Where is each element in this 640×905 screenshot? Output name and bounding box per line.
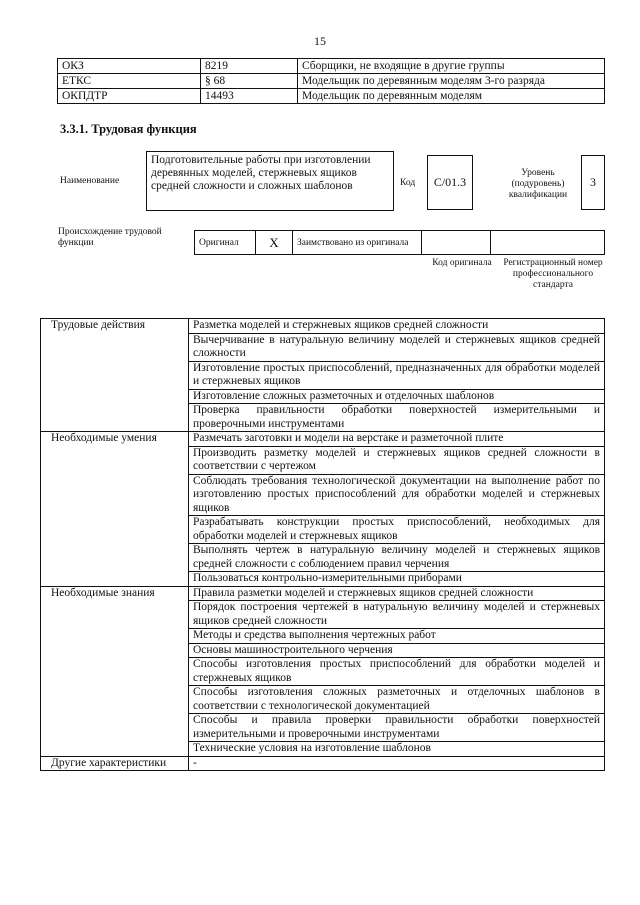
requirement-item: Способы изготовления сложных разметочных и отделочных шаблонов в соответствии с технологической документацией	[189, 686, 605, 714]
registration-number-caption: Регистрационный номер профессионального стандарта	[503, 258, 603, 290]
function-code: C/01.3	[427, 155, 473, 210]
classification-row	[58, 74, 605, 89]
origin-label: Происхождение трудовой функции	[58, 227, 162, 248]
classification-system: ОКПДТР	[58, 89, 201, 104]
requirement-row	[41, 756, 605, 771]
requirement-item: Проверка правильности обработки поверхностей измерительными и проверочными инструментами	[189, 404, 605, 432]
page-number: 15	[314, 34, 326, 48]
requirement-row	[41, 319, 605, 334]
level-label: Уровень (подуровень) квалификации	[508, 168, 568, 200]
requirement-item: Разрабатывать конструкции простых приспособлений, необходимых для обработки моделей и стержневых ящиков	[189, 516, 605, 544]
classification-code: 8219	[201, 59, 298, 74]
classification-table	[57, 58, 605, 104]
section-title: 3.3.1. Трудовая функция	[60, 122, 197, 136]
origin-code-cell	[422, 231, 491, 255]
requirement-item: Технические условия на изготовление шаблонов	[189, 742, 605, 757]
requirement-item: Размечать заготовки и модели на верстаке и разметочной плите	[189, 432, 605, 447]
group-title: Другие характеристики	[41, 756, 189, 771]
requirement-item: Изготовление сложных разметочных и отделочных шаблонов	[189, 389, 605, 404]
function-details-table	[40, 318, 605, 771]
requirement-item: Вычерчивание в натуральную величину моделей и стержневых ящиков средней сложности	[189, 333, 605, 361]
function-name: Подготовительные работы при изготовлении деревянных моделей, стержневых ящиков средней сложности и сложных шаблонов	[146, 151, 394, 211]
group-title: Необходимые знания	[41, 586, 189, 756]
original-label: Оригинал	[195, 231, 256, 255]
original-mark: X	[256, 231, 293, 255]
classification-name: Сборщики, не входящие в другие группы	[298, 59, 605, 74]
requirement-item: Выполнять чертеж в натуральную величину моделей и стержневых ящиков средней сложности с соблюдением правил черчения	[189, 544, 605, 572]
name-label: Наименование	[60, 176, 120, 186]
requirement-item: Способы и правила проверки правильности обработки поверхностей измерительными и проверочными инструментами	[189, 714, 605, 742]
requirement-item: Способы изготовления простых приспособлений для обработки моделей и стержневых ящиков	[189, 658, 605, 686]
classification-name: Модельщик по деревянным моделям	[298, 89, 605, 104]
classification-code: § 68	[201, 74, 298, 89]
requirement-item: -	[189, 756, 605, 771]
group-title: Необходимые умения	[41, 432, 189, 587]
requirement-item: Производить разметку моделей и стержневых ящиков средней сложности в соответствии с чертежом	[189, 446, 605, 474]
classification-name: Модельщик по деревянным моделям 3-го разряда	[298, 74, 605, 89]
classification-code: 14493	[201, 89, 298, 104]
classification-row	[58, 59, 605, 74]
code-label: Код	[400, 178, 416, 188]
borrowed-label: Заимствовано из оригинала	[293, 231, 422, 255]
code-original-caption: Код оригинала	[432, 258, 492, 268]
function-level: 3	[581, 155, 605, 210]
requirement-item: Соблюдать требования технологической документации на выполнение работ по изготовлению простых приспособлений для обработки моделей и стержневых ящиков	[189, 474, 605, 516]
registration-number-cell	[491, 231, 605, 255]
requirement-item: Изготовление простых приспособлений, предназначенных для обработки моделей и стержневых ящиков	[189, 361, 605, 389]
classification-system: ЕТКС	[58, 74, 201, 89]
classification-system: ОКЗ	[58, 59, 201, 74]
requirement-item: Разметка моделей и стержневых ящиков средней сложности	[189, 319, 605, 334]
requirement-item: Правила разметки моделей и стержневых ящиков средней сложности	[189, 586, 605, 601]
origin-table	[194, 230, 605, 255]
requirement-item: Пользоваться контрольно-измерительными приборами	[189, 572, 605, 587]
requirement-row	[41, 432, 605, 447]
classification-row	[58, 89, 605, 104]
requirement-item: Методы и средства выполнения чертежных работ	[189, 629, 605, 644]
group-title: Трудовые действия	[41, 319, 189, 432]
requirement-item: Порядок построения чертежей в натуральную величину моделей и стержневых ящиков средней сложности	[189, 601, 605, 629]
requirement-item: Основы машиностроительного черчения	[189, 643, 605, 658]
requirement-row	[41, 586, 605, 601]
